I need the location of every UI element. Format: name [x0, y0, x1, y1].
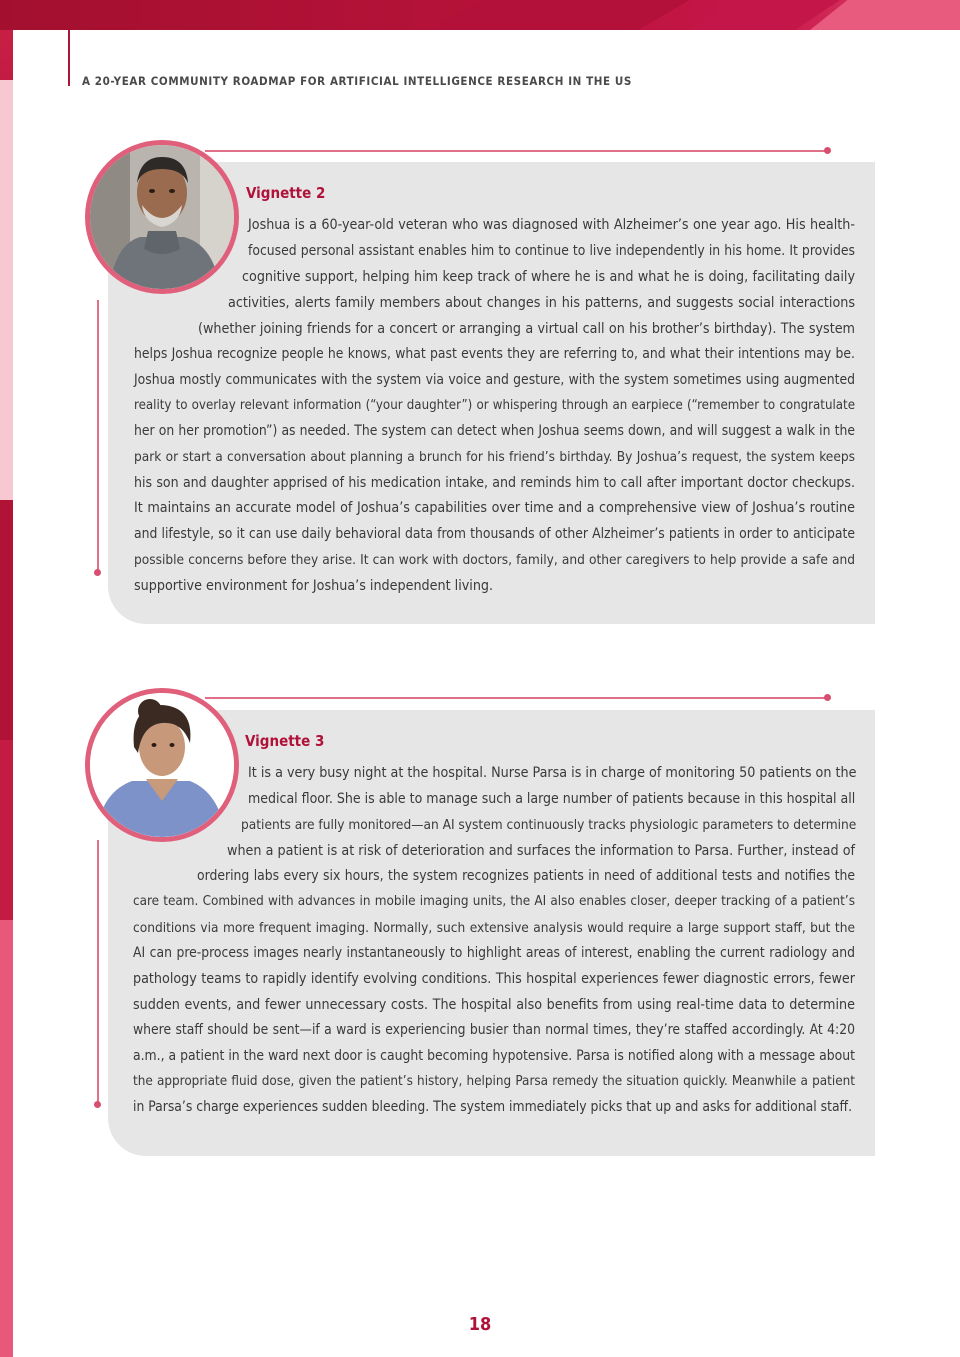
vignette-3-text-line: a.m., a patient in the ward next door is caught becoming hypotensive. Parsa is notified along with a message about: [133, 1048, 855, 1064]
vignette-2-text-line: focused personal assistant enables him to continue to live independently in his home. It provides: [248, 243, 855, 259]
vignette-3-title: Vignette 3: [245, 732, 325, 750]
vignette-2-text-line: reality to overlay relevant information (“your daughter”) or whispering through an earpiece (“remember to congratulate: [134, 398, 855, 413]
older-man-portrait-image: [90, 145, 234, 289]
vignette-2-text-line: possible concerns before they arise. It can work with doctors, family, and other caregivers to help provide a safe and: [134, 552, 855, 568]
vignette-2-side-rule: [97, 300, 99, 573]
band-facet: [430, 0, 690, 30]
vignette-2-text-line: activities, alerts family members about changes in his patterns, and suggests social interactions: [228, 295, 855, 311]
vignette-3-text-line: in Parsa’s charge experiences sudden bleeding. The system immediately picks that up and asks for additional staff.: [133, 1099, 853, 1115]
vignette-2-text-line: helps Joshua recognize people he knows, what past events they are referring to, and what their intentions may be.: [134, 346, 855, 362]
vignette-3-text-line: pathology teams to rapidly identify evolving conditions. This hospital experiences fewer diagnostic errors, fewer: [133, 971, 855, 987]
vignette-3-portrait-avatar: [85, 688, 239, 842]
vignette-3-text-line: ordering labs every six hours, the system recognizes patients in need of additional tests and notifies the: [197, 868, 855, 884]
edge-segment: [0, 500, 13, 740]
edge-segment: [0, 920, 13, 1357]
vignette-2-text-line: It maintains an accurate model of Joshua’s capabilities over time and a comprehensive view of Joshua’s routine: [134, 500, 855, 516]
left-edge-stripe: [0, 30, 13, 1357]
vignette-2-text-line: (whether joining friends for a concert or arranging a virtual call on his brother’s birthday). The system: [198, 321, 855, 337]
header-rule: [68, 30, 70, 86]
vignette-2-top-rule: [205, 150, 827, 152]
vignette-3-rule-end-dot: [824, 694, 831, 701]
vignette-3-text-line: sudden events, and fewer unnecessary costs. The hospital also benefits from using real-time data to determine: [133, 997, 855, 1013]
vignette-3-text-line: where staff should be sent—if a ward is experiencing busier than normal times, they’re staffed accordingly. At 4:20: [133, 1022, 855, 1038]
vignette-2-text-line: and lifestyle, so it can use daily behavioral data from thousands of other Alzheimer’s patients in order to anticipate: [134, 526, 855, 542]
vignette-3-text-line: patients are fully monitored—an AI system continuously tracks physiologic parameters to determine: [241, 817, 857, 833]
vignette-2-text-line: her on her promotion”) as needed. The system can detect when Joshua seems down, and will suggest a walk in the: [134, 423, 855, 439]
vignette-2-text-line: park or start a conversation about planning a brunch for his friend’s birthday. By Joshua’s request, the system keeps: [134, 449, 855, 465]
vignette-3-text-line: the appropriate fluid dose, given the patient’s history, helping Parsa remedy the situation quickly. Meanwhile a patient: [133, 1074, 855, 1089]
edge-segment: [0, 740, 13, 920]
nurse-portrait-image: [90, 693, 234, 837]
edge-segment: [0, 80, 13, 500]
vignette-3-text-line: AI can pre-process images nearly instantaneously to highlight areas of interest, enabling the current radiology and: [133, 945, 855, 961]
vignette-2-side-rule-dot: [94, 569, 101, 576]
vignette-2-text-line: cognitive support, helping him keep track of where he is and what he is doing, facilitating daily: [242, 269, 855, 285]
vignette-2-text-line: Joshua mostly communicates with the system via voice and gesture, with the system sometimes using augmented: [134, 372, 855, 388]
vignette-3-side-rule-dot: [94, 1101, 101, 1108]
vignette-2-title: Vignette 2: [246, 184, 326, 202]
vignette-2-text-line: supportive environment for Joshua’s independent living.: [134, 578, 494, 594]
vignette-3-side-rule: [97, 840, 99, 1105]
top-band: [0, 0, 960, 30]
vignette-2-portrait-avatar: [85, 140, 239, 294]
vignette-3-text-line: when a patient is at risk of deterioration and surfaces the information to Parsa. Further, instead of: [227, 843, 855, 859]
vignette-3-text-line: conditions via more frequent imaging. Normally, such extensive analysis would require a large support staff, but the: [133, 920, 855, 936]
vignette-3-top-rule: [205, 697, 827, 699]
vignette-3-text-line: medical floor. She is able to manage such a large number of patients because in this hospital all: [248, 791, 856, 807]
vignette-3-text-line: care team. Combined with advances in mobile imaging units, the AI also enables closer, deeper tracking of a patient’s: [133, 894, 855, 909]
vignette-2-text-line: Joshua is a 60-year-old veteran who was diagnosed with Alzheimer’s one year ago. His health-: [248, 217, 855, 233]
running-head: A 20-YEAR COMMUNITY ROADMAP FOR ARTIFICIAL INTELLIGENCE RESEARCH IN THE US: [82, 74, 632, 88]
vignette-3-text-line: It is a very busy night at the hospital. Nurse Parsa is in charge of monitoring 50 patients on the: [248, 765, 857, 781]
vignette-2-text-line: his son and daughter apprised of his medication intake, and reminds him to call after important doctor checkups.: [134, 475, 855, 491]
vignette-2-rule-end-dot: [824, 147, 831, 154]
page-number: 18: [468, 1314, 492, 1335]
